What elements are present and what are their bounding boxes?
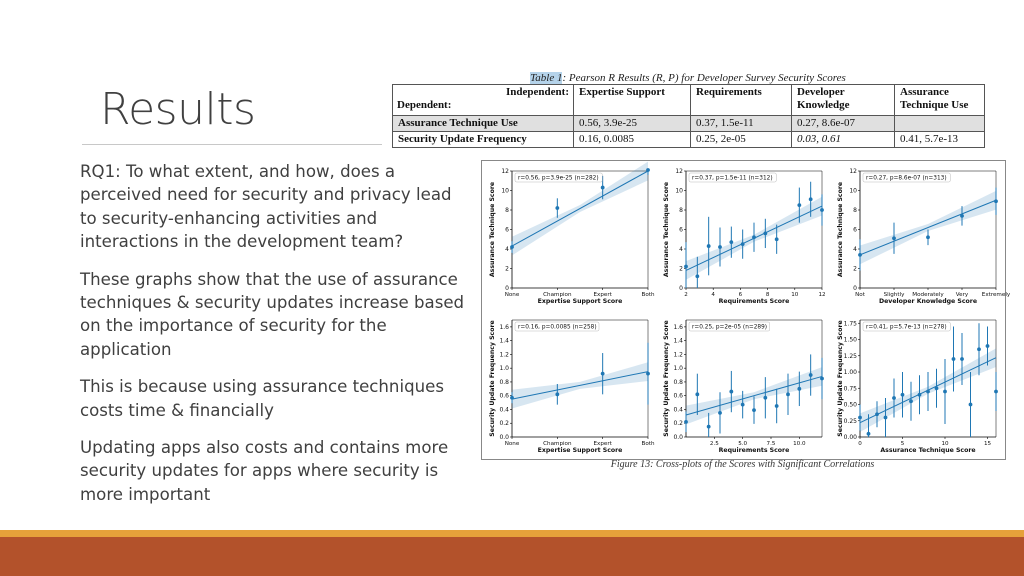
y-axis-label: Assurance Technique Score [837, 181, 844, 278]
data-point [918, 393, 922, 397]
table-cell: 0.03, 0.61 [792, 132, 895, 148]
table-cell: 0.56, 3.9e-25 [574, 116, 691, 132]
data-point [892, 396, 896, 400]
data-point [994, 390, 998, 394]
y-tick-label: 1.00 [843, 369, 857, 376]
correlation-annotation: r=0.16, p=0.0085 (n=258) [518, 324, 597, 331]
y-tick-label: 1.6 [673, 323, 683, 331]
data-point [729, 390, 733, 394]
y-tick-label: 4 [505, 246, 509, 253]
data-point [809, 373, 813, 377]
table-cell [895, 116, 985, 132]
data-point [786, 392, 790, 396]
table-caption-text: : Pearson R Results (R, P) for Developer Survey Security Scores [562, 72, 846, 84]
correlation-annotation: r=0.37, p=1.5e-11 (n=312) [692, 175, 773, 182]
data-point [952, 357, 956, 361]
table-row [393, 116, 985, 132]
x-tick-label: 0 [858, 441, 862, 447]
y-axis-label: Assurance Technique Score [663, 181, 670, 278]
y-tick-label: 10 [675, 187, 683, 195]
data-point [695, 274, 699, 278]
paragraph-updates: Updating apps also costs and contains more security updates for apps where security is more important [80, 438, 449, 504]
y-tick-label: 6 [853, 226, 857, 234]
data-point [763, 396, 767, 400]
x-tick-label: None [504, 292, 520, 298]
y-axis-label: Assurance Technique Score [489, 181, 496, 278]
fit-line [512, 171, 648, 246]
y-tick-label: 6 [679, 226, 683, 234]
y-tick-label: 2 [505, 265, 509, 273]
scatter-figure [481, 160, 1011, 460]
data-point [858, 416, 862, 420]
data-point [510, 396, 514, 400]
x-tick-label: 15 [983, 441, 992, 447]
y-tick-label: 10 [501, 187, 509, 195]
y-tick-label: 8 [679, 207, 683, 214]
correlation-annotation: r=0.27, p=8.6e-07 (n=313) [866, 175, 947, 182]
y-tick-label: 1.4 [499, 337, 509, 345]
y-tick-label: 8 [505, 207, 509, 214]
x-tick-label: Expert [593, 441, 612, 447]
y-tick-label: 0.6 [673, 392, 683, 400]
data-point [718, 245, 722, 249]
data-point [763, 232, 767, 236]
y-tick-label: 10 [849, 187, 857, 195]
x-tick-label: 5.0 [738, 441, 748, 447]
table-caption [392, 72, 984, 84]
header-dependent: Dependent: [397, 99, 452, 111]
y-tick-label: 12 [501, 168, 509, 175]
x-axis-label: Requirements Score [718, 447, 790, 454]
paragraph-cost: This is because using assurance techniques costs time & financially [80, 377, 444, 420]
y-tick-label: 0.00 [843, 434, 857, 441]
data-point [601, 372, 605, 376]
y-axis-label: Security Update Frequency Score [489, 320, 496, 437]
data-point [555, 392, 559, 396]
data-point [707, 244, 711, 248]
slide-title: Results [100, 84, 256, 135]
pearson-results-table [392, 84, 985, 148]
data-point [510, 245, 514, 249]
x-tick-label: Champion [543, 441, 572, 447]
y-tick-label: 0.2 [499, 420, 509, 428]
fit-line [512, 372, 648, 400]
y-tick-label: 2 [853, 265, 857, 273]
data-point [729, 240, 733, 244]
x-tick-label: Champion [543, 292, 572, 298]
y-tick-label: 0 [679, 285, 683, 292]
data-point [797, 387, 801, 391]
data-point [875, 412, 879, 416]
figure-caption: Figure 13: Cross-plots of the Scores with Significant Correlations [610, 459, 875, 470]
table-cell: 0.16, 0.0085 [574, 132, 691, 148]
data-point [646, 372, 650, 376]
data-point [601, 186, 605, 190]
data-point [867, 432, 871, 436]
row-label: Assurance Technique Use [393, 116, 574, 132]
data-point [555, 206, 559, 210]
x-tick-label: Expert [593, 292, 612, 298]
data-point [977, 347, 981, 351]
data-point [935, 386, 939, 390]
y-tick-label: 4 [679, 246, 683, 253]
x-axis-label: Requirements Score [718, 298, 790, 305]
x-axis-label: Assurance Technique Score [880, 447, 976, 454]
x-axis-label: Developer Knowledge Score [878, 298, 978, 305]
data-point [909, 399, 913, 403]
x-axis-label: Expertise Support Score [537, 447, 623, 454]
y-tick-label: 0.75 [843, 385, 857, 393]
table-corner-cell [393, 85, 574, 116]
data-point [752, 235, 756, 239]
x-tick-label: Moderately [912, 292, 944, 298]
table-cell: 0.41, 5.7e-13 [895, 132, 985, 148]
paragraph-rq1: RQ1: To what extent, and how, does a perceived need for security and privacy lead to security-enhancing activities and interactions in the development team? [80, 162, 452, 252]
x-tick-label: 7.5 [766, 441, 776, 447]
column-header: Expertise Support [574, 85, 691, 116]
y-tick-label: 1.75 [843, 320, 857, 328]
x-tick-label: Extremely [981, 292, 1011, 298]
column-header: Requirements [691, 85, 792, 116]
data-point [969, 403, 973, 407]
y-tick-label: 0.0 [499, 434, 509, 441]
y-axis-label: Security Update Frequency Score [663, 320, 670, 437]
y-tick-label: 1.2 [673, 351, 683, 359]
y-tick-label: 0.8 [673, 378, 683, 386]
y-tick-label: 0.2 [673, 420, 683, 428]
data-point [820, 377, 824, 381]
table-cell: 0.25, 2e-05 [691, 132, 792, 148]
scatter-plots-svg [482, 161, 1011, 459]
y-tick-label: 12 [849, 168, 857, 175]
row-label: Security Update Frequency [393, 132, 574, 148]
x-tick-label: 6 [738, 292, 743, 298]
data-point [943, 390, 947, 394]
data-point [775, 237, 779, 241]
data-point [646, 168, 650, 172]
y-tick-label: 8 [853, 207, 857, 214]
y-tick-label: 1.0 [499, 365, 509, 373]
data-point [741, 403, 745, 407]
data-point [926, 235, 930, 239]
x-tick-label: Slightly [883, 292, 905, 298]
y-tick-label: 0.4 [673, 406, 683, 414]
correlation-annotation: r=0.41, p=5.7e-13 (n=278) [866, 324, 947, 331]
fit-line [860, 200, 996, 255]
column-header: Assurance Technique Use [895, 85, 985, 116]
x-tick-label: Not [855, 292, 865, 298]
data-point [892, 236, 896, 240]
x-tick-label: 10.0 [793, 441, 806, 447]
y-tick-label: 1.2 [499, 351, 509, 359]
correlation-annotation: r=0.25, p=2e-05 (n=289) [692, 324, 768, 331]
data-point [695, 392, 699, 396]
data-point [775, 404, 779, 408]
y-tick-label: 0.0 [673, 434, 683, 441]
paragraph-graphs: These graphs show that the use of assurance techniques & security updates increase based on the importance of security for the application [80, 269, 465, 359]
footer-bar [0, 537, 1024, 576]
x-tick-label: 8 [765, 292, 770, 298]
column-header: Developer Knowledge [792, 85, 895, 116]
x-tick-label: None [504, 441, 520, 447]
data-point [986, 344, 990, 348]
data-point [901, 393, 905, 397]
y-tick-label: 2 [679, 265, 683, 273]
x-tick-label: Both [641, 292, 655, 298]
y-tick-label: 12 [675, 168, 683, 175]
x-tick-label: 12 [818, 292, 826, 298]
x-tick-label: Very [955, 292, 969, 298]
data-point [994, 199, 998, 203]
x-tick-label: Both [641, 441, 655, 447]
y-tick-label: 0.6 [499, 392, 509, 400]
header-independent: Independent: [506, 86, 569, 98]
x-tick-label: 10 [941, 441, 949, 447]
y-tick-label: 0 [505, 285, 509, 292]
y-tick-label: 1.4 [673, 337, 683, 345]
table-header-row [393, 85, 985, 116]
data-point [960, 357, 964, 361]
title-divider [82, 144, 382, 145]
x-tick-label: 4 [711, 292, 715, 298]
x-tick-label: 5 [900, 441, 905, 447]
y-tick-label: 1.0 [673, 365, 683, 373]
x-axis-label: Expertise Support Score [537, 298, 623, 305]
data-point [884, 416, 888, 420]
y-tick-label: 0 [853, 285, 857, 292]
table-cell: 0.37, 1.5e-11 [691, 116, 792, 132]
y-tick-label: 1.25 [843, 352, 857, 360]
data-point [820, 208, 824, 212]
y-tick-label: 6 [505, 226, 509, 234]
data-point [684, 420, 688, 424]
data-point [809, 197, 813, 201]
slide-body [80, 160, 472, 520]
data-point [741, 242, 745, 246]
y-tick-label: 0.4 [499, 406, 509, 414]
table-row [393, 132, 985, 148]
footer-accent-bar [0, 530, 1024, 537]
table-cell: 0.27, 8.6e-07 [792, 116, 895, 132]
data-point [858, 253, 862, 257]
y-tick-label: 0.50 [843, 401, 857, 409]
table-caption-label: Table 1 [530, 72, 563, 84]
y-tick-label: 1.6 [499, 323, 509, 331]
correlation-annotation: r=0.56, p=3.9e-25 (n=282) [518, 175, 599, 182]
y-tick-label: 1.50 [843, 336, 857, 344]
x-tick-label: 2.5 [709, 441, 719, 447]
x-tick-label: 2 [684, 292, 688, 298]
data-point [960, 214, 964, 218]
y-tick-label: 0.25 [843, 417, 857, 425]
data-point [707, 425, 711, 429]
data-point [926, 390, 930, 394]
data-point [684, 265, 688, 269]
y-axis-label: Security Update Frequency Score [837, 320, 844, 437]
y-tick-label: 4 [853, 246, 857, 253]
data-point [752, 408, 756, 412]
y-tick-label: 0.8 [499, 378, 509, 386]
x-tick-label: 10 [791, 292, 799, 298]
data-point [718, 411, 722, 415]
data-point [797, 203, 801, 207]
